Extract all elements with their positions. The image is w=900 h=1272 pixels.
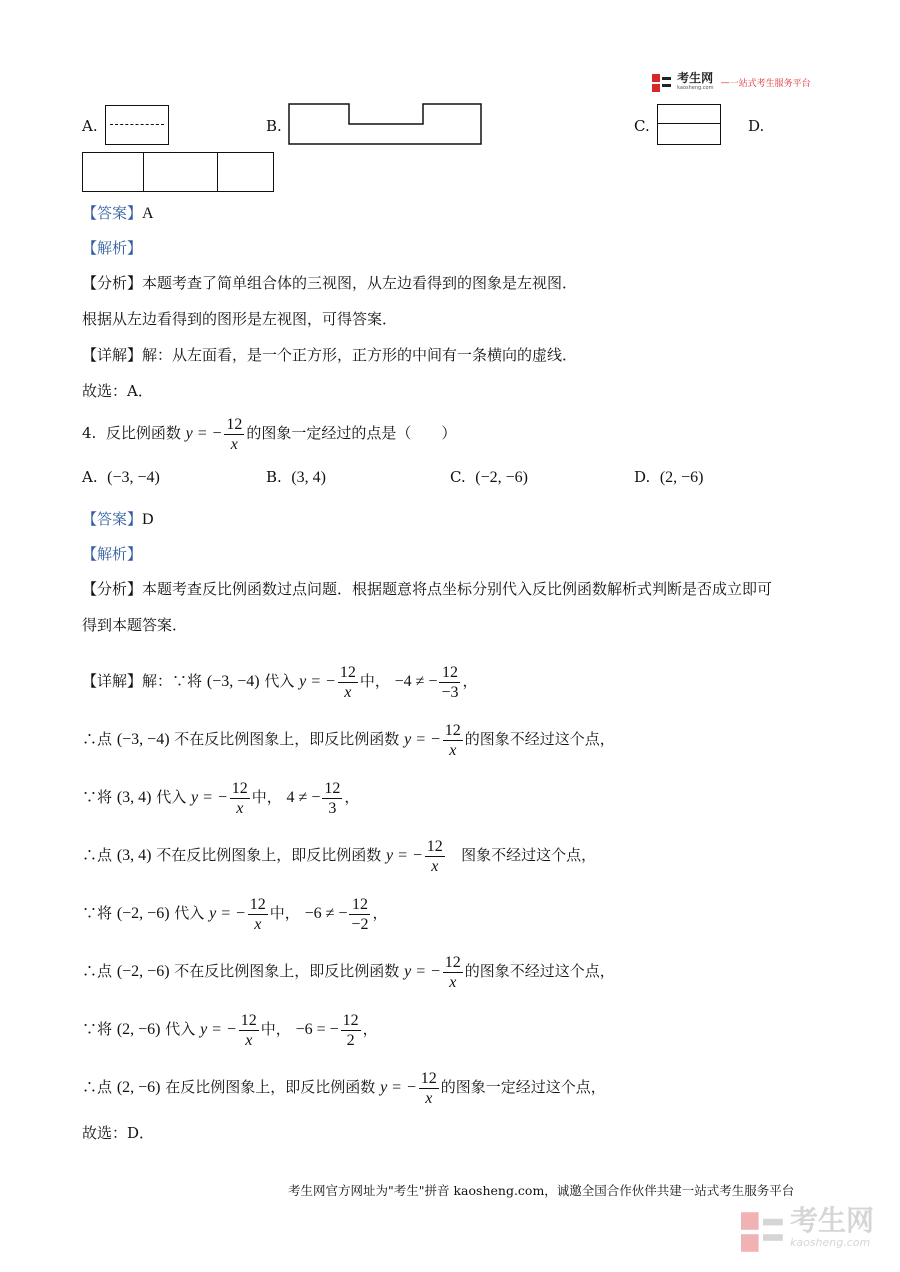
frac-den: 3 bbox=[322, 798, 342, 818]
fraction bbox=[443, 721, 463, 760]
q4-stem-b: 的图象一定经过的点是（ ） bbox=[246, 424, 457, 442]
option-d-figure bbox=[82, 152, 274, 192]
kaosheng-logo-icon bbox=[652, 74, 672, 92]
frac-num: 12 bbox=[441, 663, 458, 681]
point: (−2, −6) bbox=[116, 905, 170, 922]
dian: 点 bbox=[97, 730, 113, 748]
q3-xiangjie bbox=[82, 345, 577, 365]
fraction bbox=[338, 663, 358, 702]
dian: 点 bbox=[97, 962, 113, 980]
frac-den: x bbox=[224, 434, 244, 454]
opt-label: C. bbox=[450, 468, 466, 486]
q4-number: 4. bbox=[82, 424, 97, 442]
point: (2, −6) bbox=[116, 1079, 161, 1096]
lhs: y = − bbox=[209, 905, 246, 922]
because-symbol: ∵ bbox=[172, 672, 188, 690]
q4-answer bbox=[82, 509, 154, 530]
q4-fraction bbox=[224, 415, 244, 454]
point: (−2, −6) bbox=[116, 963, 170, 980]
q3-analysis-tag: 【解析】 bbox=[82, 239, 143, 257]
jiang: 将 bbox=[97, 904, 113, 922]
fraction bbox=[248, 895, 268, 934]
lhs: y = − bbox=[380, 1079, 417, 1096]
dairu: 代入 bbox=[174, 904, 205, 922]
dairu: 代入 bbox=[165, 1020, 196, 1038]
zhong: 中， bbox=[359, 672, 390, 690]
frac-num: 12 bbox=[426, 837, 443, 855]
frac-num: 12 bbox=[342, 1011, 359, 1029]
frac-den: −3 bbox=[441, 683, 459, 701]
jiang: 将 bbox=[97, 788, 113, 806]
step-4 bbox=[82, 834, 596, 877]
must-pass: 的图象一定经过这个点， bbox=[440, 1078, 606, 1096]
lhs: y = − bbox=[200, 1021, 237, 1038]
opt-value: (3, 4) bbox=[291, 469, 326, 486]
option-a-label: A. bbox=[82, 117, 98, 135]
frac-num: 12 bbox=[240, 1011, 257, 1029]
opt-value: (−2, −6) bbox=[475, 469, 528, 486]
frac-num: 12 bbox=[420, 1069, 437, 1087]
lhs: y = − bbox=[386, 847, 423, 864]
fenxi-tag: 【分析】 bbox=[82, 580, 143, 598]
not-on: 不在反比例图象上，即反比例函数 bbox=[156, 846, 382, 864]
because-symbol: ∵ bbox=[82, 788, 98, 806]
zhong: 中， bbox=[269, 904, 300, 922]
xiangjie-text: 解：从左面看，是一个正方形，正方形的中间有一条横向的虚线． bbox=[142, 346, 578, 364]
answer-value: D bbox=[142, 511, 154, 528]
frac-num: 12 bbox=[226, 415, 243, 433]
fenxi-text: 本题考查了简单组合体的三视图，从左边看得到的图象是左视图． bbox=[142, 274, 578, 292]
comma: ， bbox=[344, 788, 360, 806]
frac-den: 2 bbox=[341, 1030, 361, 1050]
point: (2, −6) bbox=[116, 1021, 161, 1038]
fraction bbox=[341, 1011, 361, 1050]
frac-num: 12 bbox=[231, 779, 248, 797]
q3-fenxi bbox=[82, 273, 577, 293]
opt-value: (2, −6) bbox=[659, 469, 704, 486]
frac-num: 12 bbox=[351, 895, 368, 913]
frac-num: 12 bbox=[444, 721, 461, 739]
frac-num: 12 bbox=[444, 953, 461, 971]
option-b-figure bbox=[288, 103, 484, 146]
point: (−3, −4) bbox=[116, 731, 170, 748]
opt-value: (−3, −4) bbox=[107, 469, 160, 486]
watermark-name: 考生网 bbox=[789, 1204, 874, 1237]
fraction bbox=[349, 895, 370, 934]
frac-den: x bbox=[443, 740, 463, 760]
step-1 bbox=[82, 660, 478, 703]
dairu: 代入 bbox=[264, 672, 295, 690]
q3-choose: 故选：A． bbox=[82, 382, 153, 400]
option-b-label: B. bbox=[266, 117, 282, 135]
q4-option-d bbox=[634, 467, 704, 488]
logo-sub: kaosheng.com bbox=[677, 84, 714, 91]
option-a-figure bbox=[105, 105, 169, 145]
dairu: 代入 bbox=[156, 788, 187, 806]
step-2 bbox=[82, 718, 615, 761]
q4-stem-a: 反比例函数 bbox=[105, 424, 181, 442]
header-logo: 考生网 kaosheng.com —一站式考生服务平台 bbox=[652, 72, 811, 94]
fraction bbox=[443, 953, 463, 992]
frac-num: 12 bbox=[324, 779, 341, 797]
comma: ， bbox=[362, 1020, 378, 1038]
therefore-symbol: ∴ bbox=[82, 1078, 98, 1096]
jiang: 将 bbox=[187, 672, 203, 690]
point: (3, 4) bbox=[116, 789, 152, 806]
opt-label: D. bbox=[634, 468, 651, 486]
frac-den: x bbox=[338, 682, 358, 702]
compare: −6 ≠ − bbox=[304, 905, 348, 922]
xiangjie-tag: 【详解】 bbox=[82, 346, 143, 364]
q4-fenxi-line2: 得到本题答案． bbox=[82, 616, 188, 634]
frac-den: x bbox=[425, 856, 445, 876]
frac-den: x bbox=[248, 914, 268, 934]
zhong: 中， bbox=[260, 1020, 291, 1038]
frac-den: x bbox=[230, 798, 250, 818]
because-symbol: ∵ bbox=[82, 904, 98, 922]
q4-option-a bbox=[82, 467, 160, 488]
watermark-logo-icon bbox=[741, 1210, 785, 1254]
q4-option-c bbox=[450, 467, 528, 488]
compare: −4 ≠ − bbox=[394, 673, 438, 690]
point: (3, 4) bbox=[116, 847, 152, 864]
on: 在反比例图象上，即反比例函数 bbox=[165, 1078, 376, 1096]
because-symbol: ∵ bbox=[82, 1020, 98, 1038]
lhs: y = − bbox=[191, 789, 228, 806]
frac-num: 12 bbox=[249, 895, 266, 913]
option-c-label: C. bbox=[634, 117, 650, 135]
jie: 解： bbox=[142, 672, 173, 690]
not-pass: 图象不经过这个点， bbox=[461, 846, 597, 864]
xiangjie-tag: 【详解】 bbox=[82, 672, 143, 690]
watermark-url: kaosheng.com bbox=[789, 1236, 871, 1249]
answer-tag: 【答案】 bbox=[82, 510, 143, 528]
comma: ， bbox=[372, 904, 388, 922]
answer-value: A bbox=[142, 205, 154, 222]
q4-stem bbox=[82, 413, 456, 454]
opt-label: B. bbox=[266, 468, 282, 486]
lhs: y = − bbox=[404, 731, 441, 748]
point: (−3, −4) bbox=[206, 673, 260, 690]
watermark bbox=[741, 1204, 874, 1254]
fraction bbox=[419, 1069, 439, 1108]
therefore-symbol: ∴ bbox=[82, 846, 98, 864]
step-8 bbox=[82, 1066, 606, 1109]
footer-text: 考生网官方网址为"考生"拼音 kaosheng.com，诚邀全国合作伙伴共建一站式考生服务平台 bbox=[288, 1183, 795, 1198]
header-slogan: 一站式考生服务平台 bbox=[729, 79, 811, 89]
fraction bbox=[322, 779, 342, 818]
dian: 点 bbox=[97, 846, 113, 864]
lhs: y = − bbox=[404, 963, 441, 980]
fraction bbox=[239, 1011, 259, 1050]
q4-option-b bbox=[266, 467, 326, 488]
step-5 bbox=[82, 892, 387, 935]
answer-tag: 【答案】 bbox=[82, 204, 143, 222]
fraction bbox=[425, 837, 445, 876]
compare: −6 = − bbox=[295, 1021, 339, 1038]
fraction bbox=[230, 779, 250, 818]
step-3 bbox=[82, 776, 359, 819]
therefore-symbol: ∴ bbox=[82, 962, 98, 980]
fenxi-text1: 本题考查反比例函数过点问题．根据题意将点坐标分别代入反比例函数解析式判断是否成立即可 bbox=[142, 580, 773, 598]
frac-den: x bbox=[443, 972, 463, 992]
q4-choose: 故选：D． bbox=[82, 1124, 155, 1142]
not-pass: 的图象不经过这个点， bbox=[464, 962, 615, 980]
q3-line2: 根据从左边看得到的图形是左视图，可得答案． bbox=[82, 310, 398, 328]
dian: 点 bbox=[97, 1078, 113, 1096]
lhs: y = − bbox=[299, 673, 336, 690]
step-6 bbox=[82, 950, 615, 993]
frac-den: x bbox=[239, 1030, 259, 1050]
not-on: 不在反比例图象上，即反比例函数 bbox=[174, 962, 400, 980]
frac-num: 12 bbox=[339, 663, 356, 681]
opt-label: A. bbox=[82, 468, 98, 486]
therefore-symbol: ∴ bbox=[82, 730, 98, 748]
fraction bbox=[439, 663, 460, 702]
comma: ， bbox=[462, 672, 478, 690]
frac-den: −2 bbox=[351, 915, 369, 933]
fenxi-tag: 【分析】 bbox=[82, 274, 143, 292]
logo-name: 考生网 bbox=[677, 70, 714, 85]
zhong: 中， bbox=[251, 788, 282, 806]
q4-fenxi bbox=[82, 579, 772, 599]
q4-lhs: y = − bbox=[185, 425, 223, 442]
q4-analysis-tag: 【解析】 bbox=[82, 545, 143, 563]
step-7 bbox=[82, 1008, 378, 1051]
frac-den: x bbox=[419, 1088, 439, 1108]
jiang: 将 bbox=[97, 1020, 113, 1038]
compare: 4 ≠ − bbox=[286, 789, 321, 806]
option-c-figure bbox=[657, 104, 721, 145]
not-pass: 的图象不经过这个点， bbox=[464, 730, 615, 748]
q3-answer bbox=[82, 203, 154, 224]
option-d-label: D. bbox=[748, 117, 765, 135]
not-on: 不在反比例图象上，即反比例函数 bbox=[174, 730, 400, 748]
